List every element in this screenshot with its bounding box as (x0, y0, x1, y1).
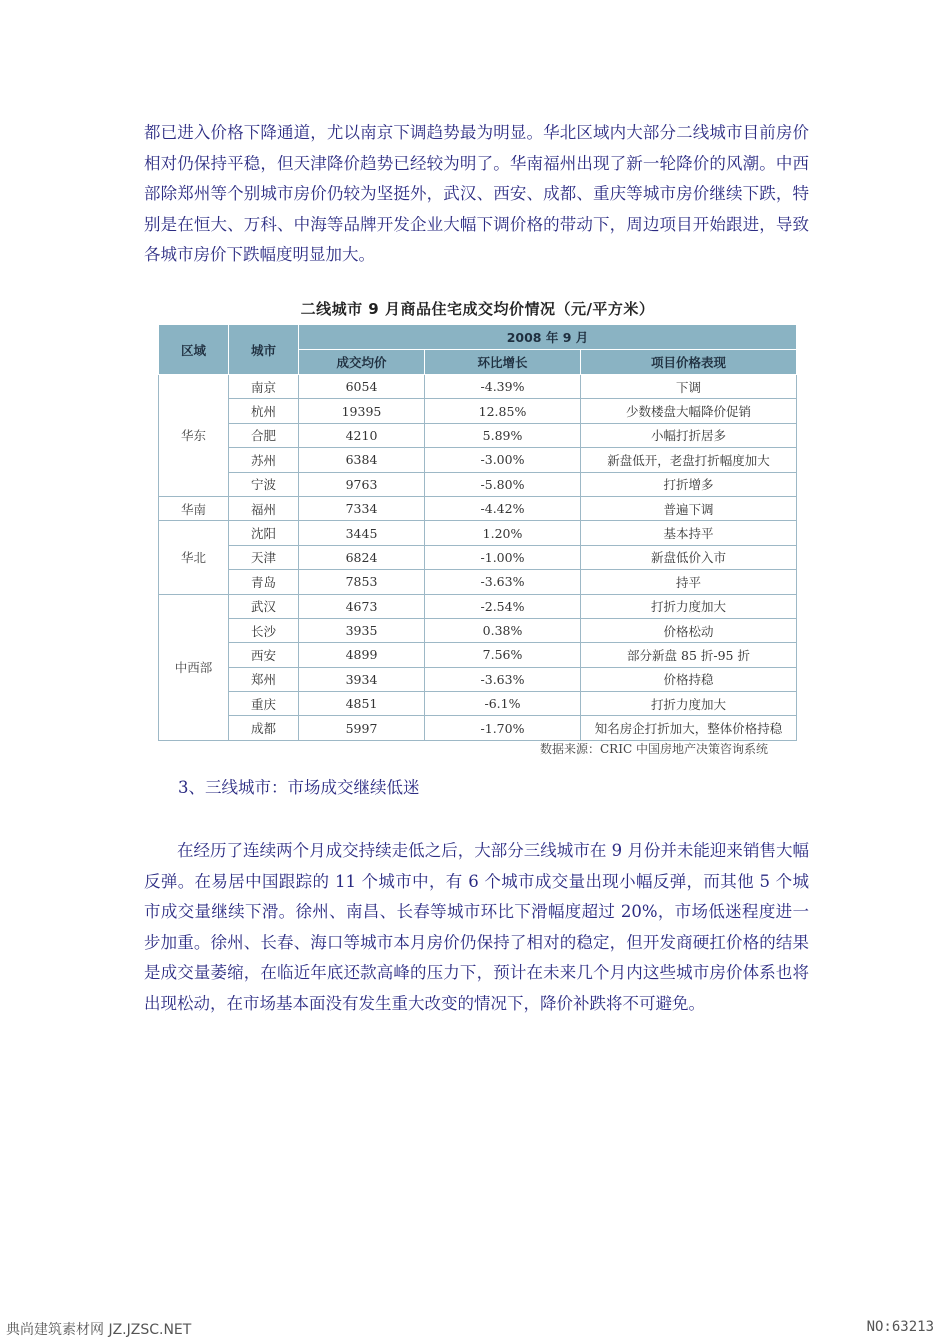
growth-cell: 5.89% (425, 423, 581, 447)
note-cell: 新盘低开，老盘打折幅度加大 (581, 448, 797, 472)
note-cell: 新盘低价入市 (581, 545, 797, 569)
table-row (159, 423, 797, 447)
table-row (159, 472, 797, 496)
table-body (159, 375, 797, 741)
footer-doc-number: NO:63213 (866, 1319, 934, 1335)
note-cell: 价格持稳 (581, 667, 797, 691)
region-cell: 中西部 (159, 594, 229, 740)
table-row (159, 521, 797, 545)
footer-watermark: 典尚建筑素材网 JZ.JZSC.NET (6, 1322, 192, 1338)
city-cell: 西安 (229, 643, 299, 667)
city-cell: 福州 (229, 496, 299, 520)
city-cell: 南京 (229, 375, 299, 399)
price-cell: 4899 (299, 643, 425, 667)
price-cell: 3445 (299, 521, 425, 545)
table-row (159, 643, 797, 667)
table-row (159, 570, 797, 594)
growth-cell: -1.00% (425, 545, 581, 569)
table-row (159, 716, 797, 740)
growth-cell: -2.54% (425, 594, 581, 618)
city-cell: 宁波 (229, 472, 299, 496)
table-row (159, 448, 797, 472)
city-cell: 沈阳 (229, 521, 299, 545)
note-cell: 打折力度加大 (581, 594, 797, 618)
price-cell: 9763 (299, 472, 425, 496)
city-cell: 重庆 (229, 692, 299, 716)
header-city: 城市 (229, 325, 299, 375)
note-cell: 打折增多 (581, 472, 797, 496)
table-row (159, 618, 797, 642)
note-cell: 少数楼盘大幅降价促销 (581, 399, 797, 423)
price-table (158, 324, 797, 741)
price-cell: 19395 (299, 399, 425, 423)
growth-cell: -3.00% (425, 448, 581, 472)
price-cell: 6824 (299, 545, 425, 569)
city-cell: 天津 (229, 545, 299, 569)
growth-cell: -3.63% (425, 570, 581, 594)
note-cell: 基本持平 (581, 521, 797, 545)
region-cell: 华南 (159, 496, 229, 520)
note-cell: 小幅打折居多 (581, 423, 797, 447)
paragraph-2: 在经历了连续两个月成交持续走低之后，大部分三线城市在 9 月份并未能迎来销售大幅反弹。在易居中国跟踪的 11 个城市中，有 6 个城市成交量出现小幅反弹，而其他 5 个城市成交量继续下滑。徐州、南昌、长春等城市环比下滑幅度超过 20%，市场低迷程度进一步加重。徐州、长春、海口等城市本月房价仍保持了相对的稳定，但开发商硬扛价格的结果是成交量萎缩，在临近年底还款高峰的压力下，预计在未来几个月内这些城市房价体系也将出现松动，在市场基本面没有发生重大改变的情况下，降价补跌将不可避免。 (144, 841, 809, 1013)
growth-cell: -5.80% (425, 472, 581, 496)
growth-cell: -4.42% (425, 496, 581, 520)
price-cell: 7853 (299, 570, 425, 594)
note-cell: 下调 (581, 375, 797, 399)
price-cell: 7334 (299, 496, 425, 520)
note-cell: 部分新盘 85 折-95 折 (581, 643, 797, 667)
header-period: 2008 年 9 月 (299, 325, 797, 350)
note-cell: 普遍下调 (581, 496, 797, 520)
growth-cell: 0.38% (425, 618, 581, 642)
growth-cell: -4.39% (425, 375, 581, 399)
data-source-note: 数据来源：CRIC 中国房地产决策咨询系统 (540, 742, 768, 756)
section-heading: 3、三线城市：市场成交继续低迷 (178, 778, 420, 797)
city-cell: 苏州 (229, 448, 299, 472)
header-performance: 项目价格表现 (581, 350, 797, 375)
city-cell: 长沙 (229, 618, 299, 642)
price-cell: 4851 (299, 692, 425, 716)
price-cell: 6054 (299, 375, 425, 399)
table-title: 二线城市 9 月商品住宅成交均价情况（元/平方米） (300, 300, 655, 318)
city-cell: 青岛 (229, 570, 299, 594)
table-row (159, 496, 797, 520)
growth-cell: -1.70% (425, 716, 581, 740)
table-row (159, 594, 797, 618)
note-cell: 打折力度加大 (581, 692, 797, 716)
growth-cell: -3.63% (425, 667, 581, 691)
city-cell: 合肥 (229, 423, 299, 447)
region-cell: 华北 (159, 521, 229, 594)
table-row (159, 399, 797, 423)
growth-cell: -6.1% (425, 692, 581, 716)
header-avg-price: 成交均价 (299, 350, 425, 375)
price-cell: 5997 (299, 716, 425, 740)
city-cell: 郑州 (229, 667, 299, 691)
price-cell: 3935 (299, 618, 425, 642)
price-cell: 3934 (299, 667, 425, 691)
price-cell: 4210 (299, 423, 425, 447)
note-cell: 持平 (581, 570, 797, 594)
note-cell: 知名房企打折加大，整体价格持稳 (581, 716, 797, 740)
table-row (159, 375, 797, 399)
growth-cell: 12.85% (425, 399, 581, 423)
growth-cell: 1.20% (425, 521, 581, 545)
table-row (159, 692, 797, 716)
header-region: 区域 (159, 325, 229, 375)
table-row (159, 545, 797, 569)
city-cell: 武汉 (229, 594, 299, 618)
city-cell: 成都 (229, 716, 299, 740)
paragraph-1: 都已进入价格下降通道，尤以南京下调趋势最为明显。华北区域内大部分二线城市目前房价相对仍保持平稳，但天津降价趋势已经较为明了。华南福州出现了新一轮降价的风潮。中西部除郑州等个别城市房价仍较为坚挺外，武汉、西安、成都、重庆等城市房价继续下跌，特别是在恒大、万科、中海等品牌开发企业大幅下调价格的带动下，周边项目开始跟进，导致各城市房价下跌幅度明显加大。 (144, 123, 809, 264)
note-cell: 价格松动 (581, 618, 797, 642)
price-cell: 4673 (299, 594, 425, 618)
price-cell: 6384 (299, 448, 425, 472)
header-mom-growth: 环比增长 (425, 350, 581, 375)
table-row (159, 667, 797, 691)
city-cell: 杭州 (229, 399, 299, 423)
region-cell: 华东 (159, 375, 229, 497)
growth-cell: 7.56% (425, 643, 581, 667)
